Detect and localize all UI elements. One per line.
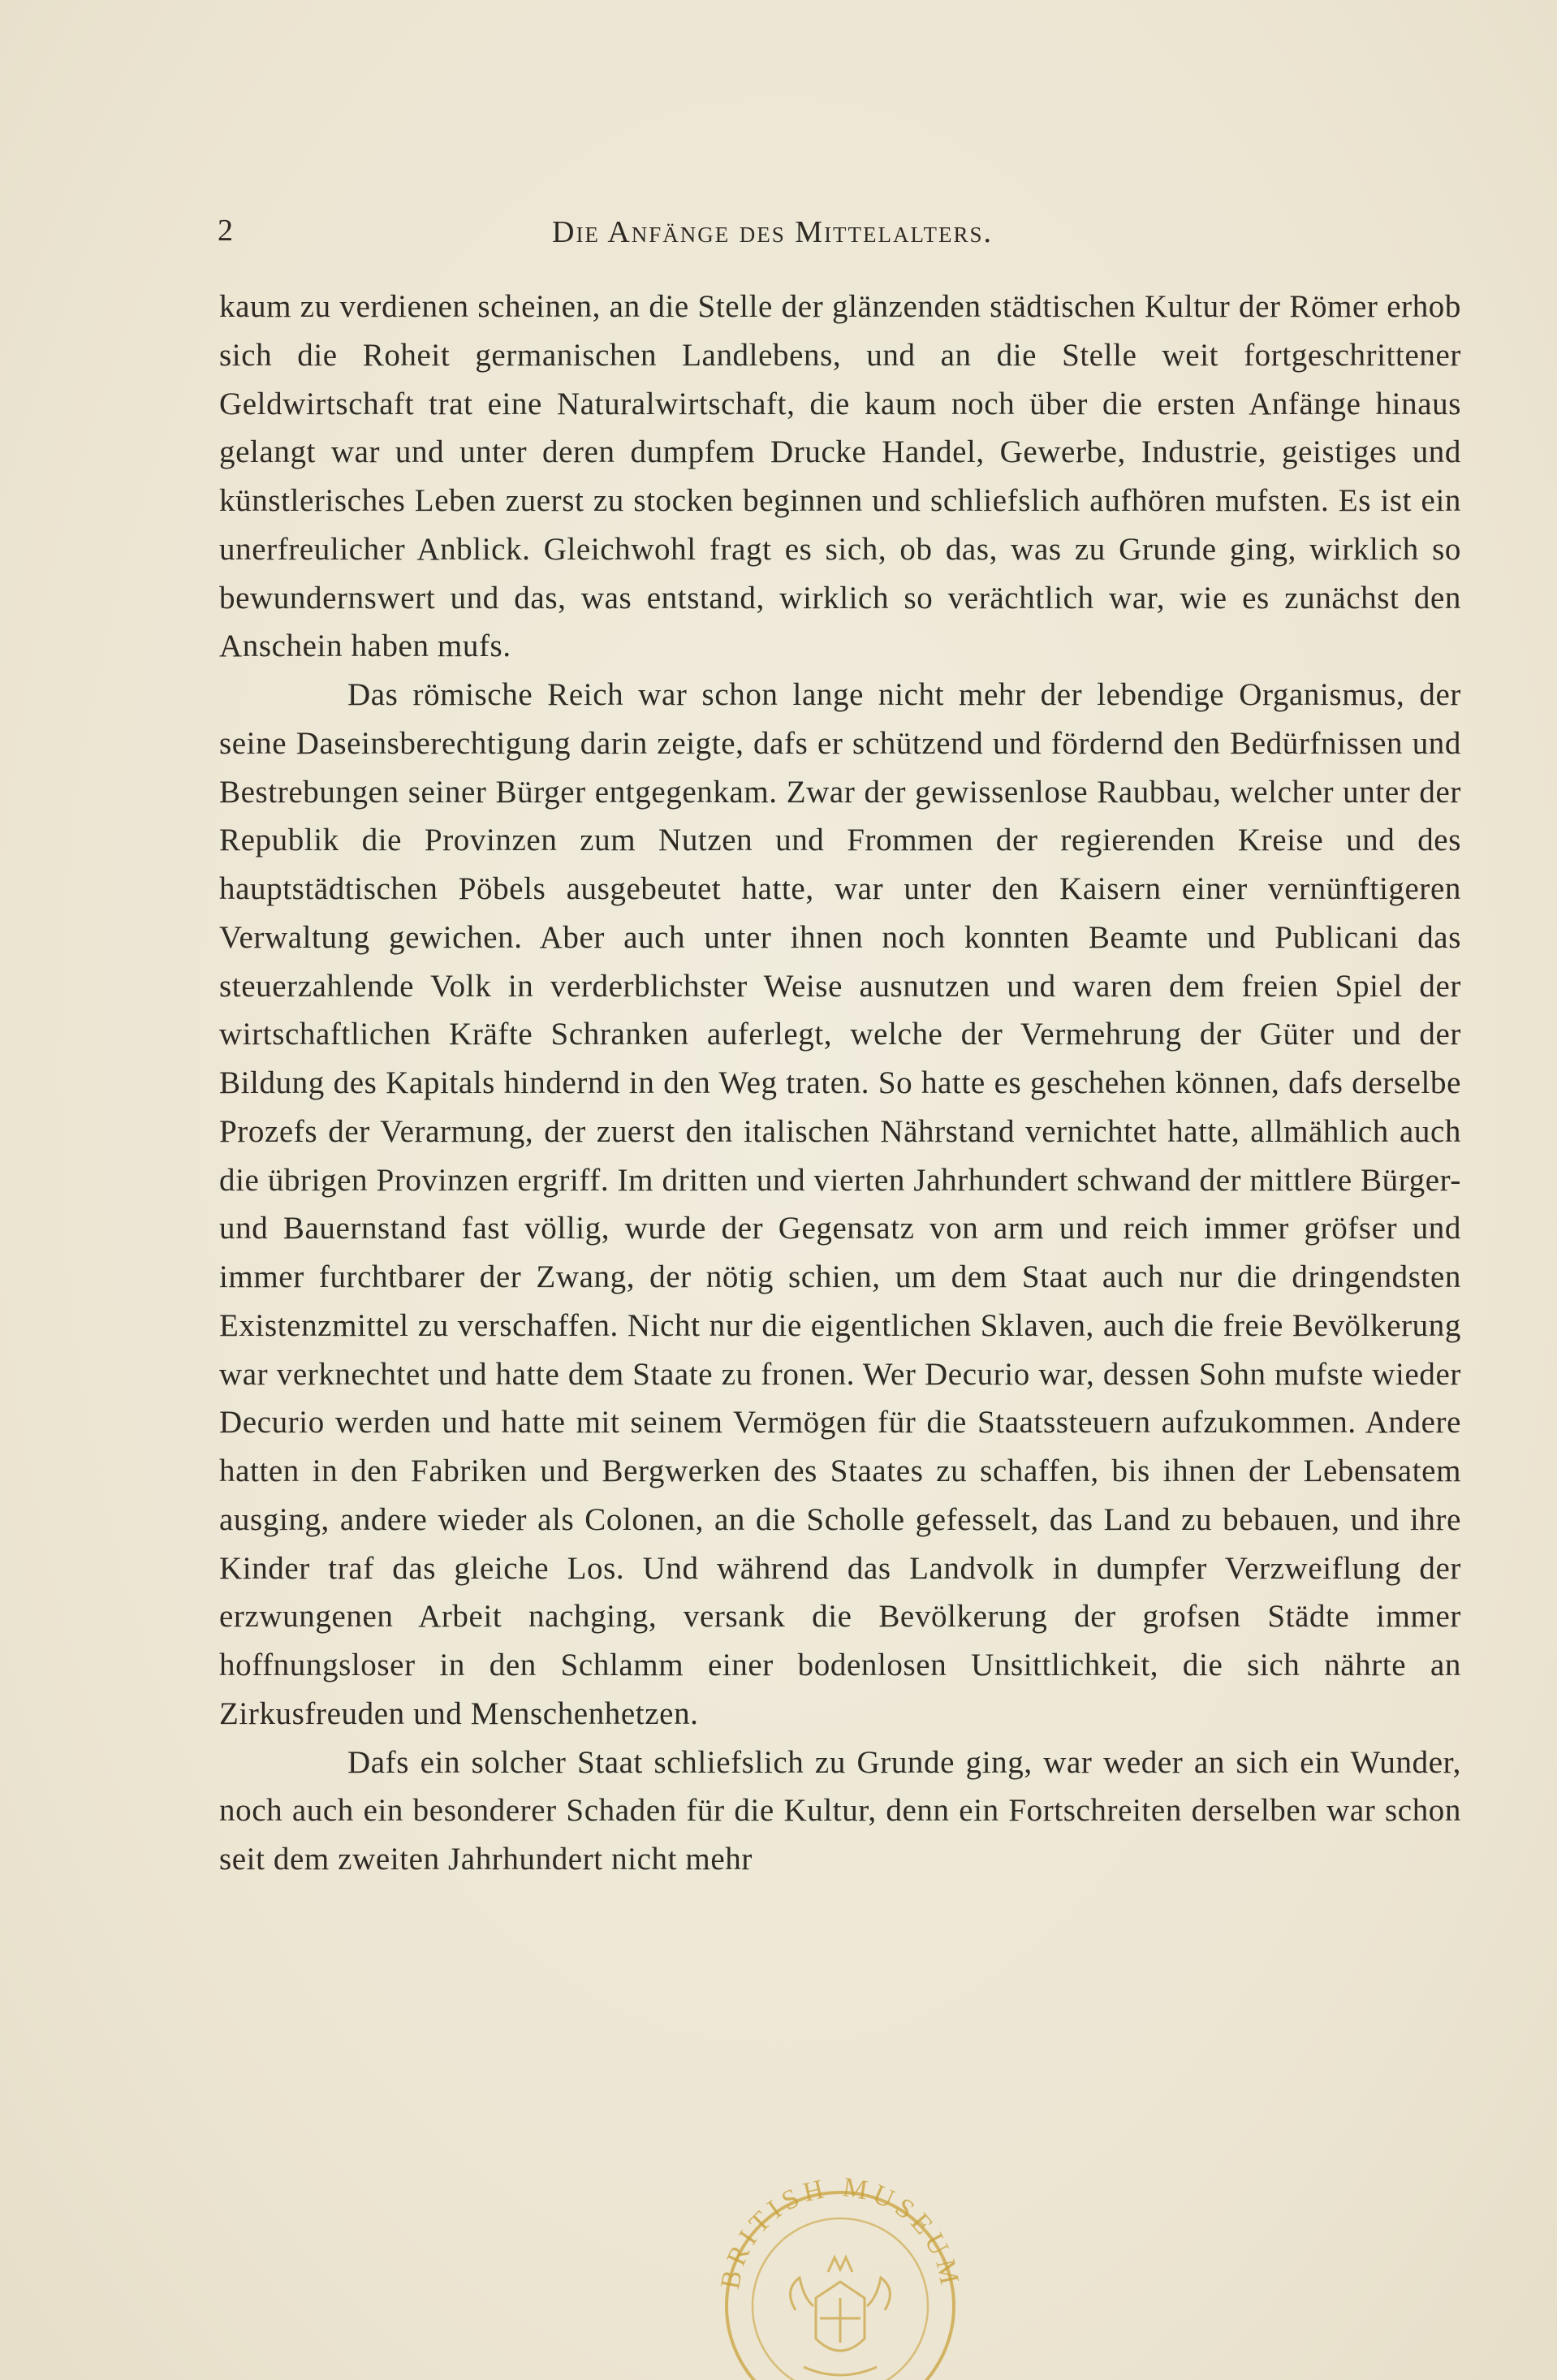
running-title: Die Anfänge des Mittelalters. — [552, 215, 994, 249]
paragraph-2: Das römische Reich war schon lange nicht mehr der lebendige Organismus, der seine Daseinsberechtigung darin zeigte, dafs er schützend und fördernd den Bedürfnissen und Bestrebungen seiner Bürger entgegenkam. Zwar der gewissenlose Raubbau, welcher unter der Republik die Provinzen zum Nutzen und Frommen der regierenden Kreise und des hauptstädtischen Pöbels ausgebeutet hatte, war unter den Kaisern einer vernünftigeren Verwaltung gewichen. Aber auch unter ihnen noch konnten Beamte und Publicani das steuerzahlende Volk in verderblichster Weise ausnutzen und waren dem freien Spiel der wirtschaftlichen Kräfte Schranken auferlegt, welche der Vermehrung der Güter und der Bildung des Kapitals hindernd in den Weg traten. So hatte es geschehen können, dafs derselbe Prozefs der Verarmung, der zuerst den italischen Nährstand vernichtet hatte, allmählich auch die übrigen Provinzen ergriff. Im dritten und vierten Jahrhundert schwand der mittlere Bürger- und Bauernstand fast völlig, wurde der Gegensatz von arm und reich immer gröfser und immer furchtbarer der Zwang, der nötig schien, um dem Staat auch nur die dringendsten Existenzmittel zu verschaffen. Nicht nur die eigentlichen Sklaven, auch die freie Bevölkerung war verknechtet und hatte dem Staate zu fronen. Wer Decurio war, dessen Sohn mufste wieder Decurio werden und hatte mit seinem Vermögen für die Staatssteuern aufzukommen. Andere hatten in den Fabriken und Bergwerken des Staates zu schaffen, bis ihnen der Lebensatem ausging, andere wieder als Colonen, an die Scholle gefesselt, das Land zu bebauen, und ihre Kinder traf das gleiche Los. Und während das Landvolk in dumpfer Verzweiflung der erzwungenen Arbeit nachging, versank die Bevölkerung der grofsen Städte immer hoffnungsloser in den Schlamm einer bodenlosen Unsittlichkeit, die sich nährte an Zirkusfreuden und Menschenhetzen. — [219, 677, 1461, 1731]
museum-crest-stamp-icon — [706, 2176, 974, 2380]
page-number: 2 — [218, 214, 234, 248]
paragraph-1: kaum zu verdienen scheinen, an die Stelle der glänzenden städtischen Kultur der Römer erhob sich die Roheit germanischen Landlebens, und an die Stelle weit fortgeschrittener Geldwirtschaft trat eine Naturalwirtschaft, die kaum noch über die ersten Anfänge hinaus gelangt war und unter deren dumpfem Drucke Handel, Gewerbe, Industrie, geistiges und künstlerisches Leben zuerst zu stocken beginnen und schliefslich aufhören mufsten. Es ist ein unerfreulicher Anblick. Gleichwohl fragt es sich, ob das, was zu Grunde ging, wirklich so bewundernswert und das, was entstand, wirklich so verächtlich war, wie es zunächst den Anschein haben mufs. — [219, 289, 1461, 664]
paragraph-3: Dafs ein solcher Staat schliefslich zu Grunde ging, war weder an sich ein Wunder, noch auch ein besonderer Schaden für die Kultur, denn ein Fortschreiten derselben war schon seit dem zweiten Jahrhundert nicht mehr — [219, 1744, 1461, 1877]
body-text — [219, 283, 1461, 1884]
page-header — [218, 213, 1460, 253]
svg-text:BRITISH MUSEUM: BRITISH MUSEUM — [715, 2176, 966, 2292]
